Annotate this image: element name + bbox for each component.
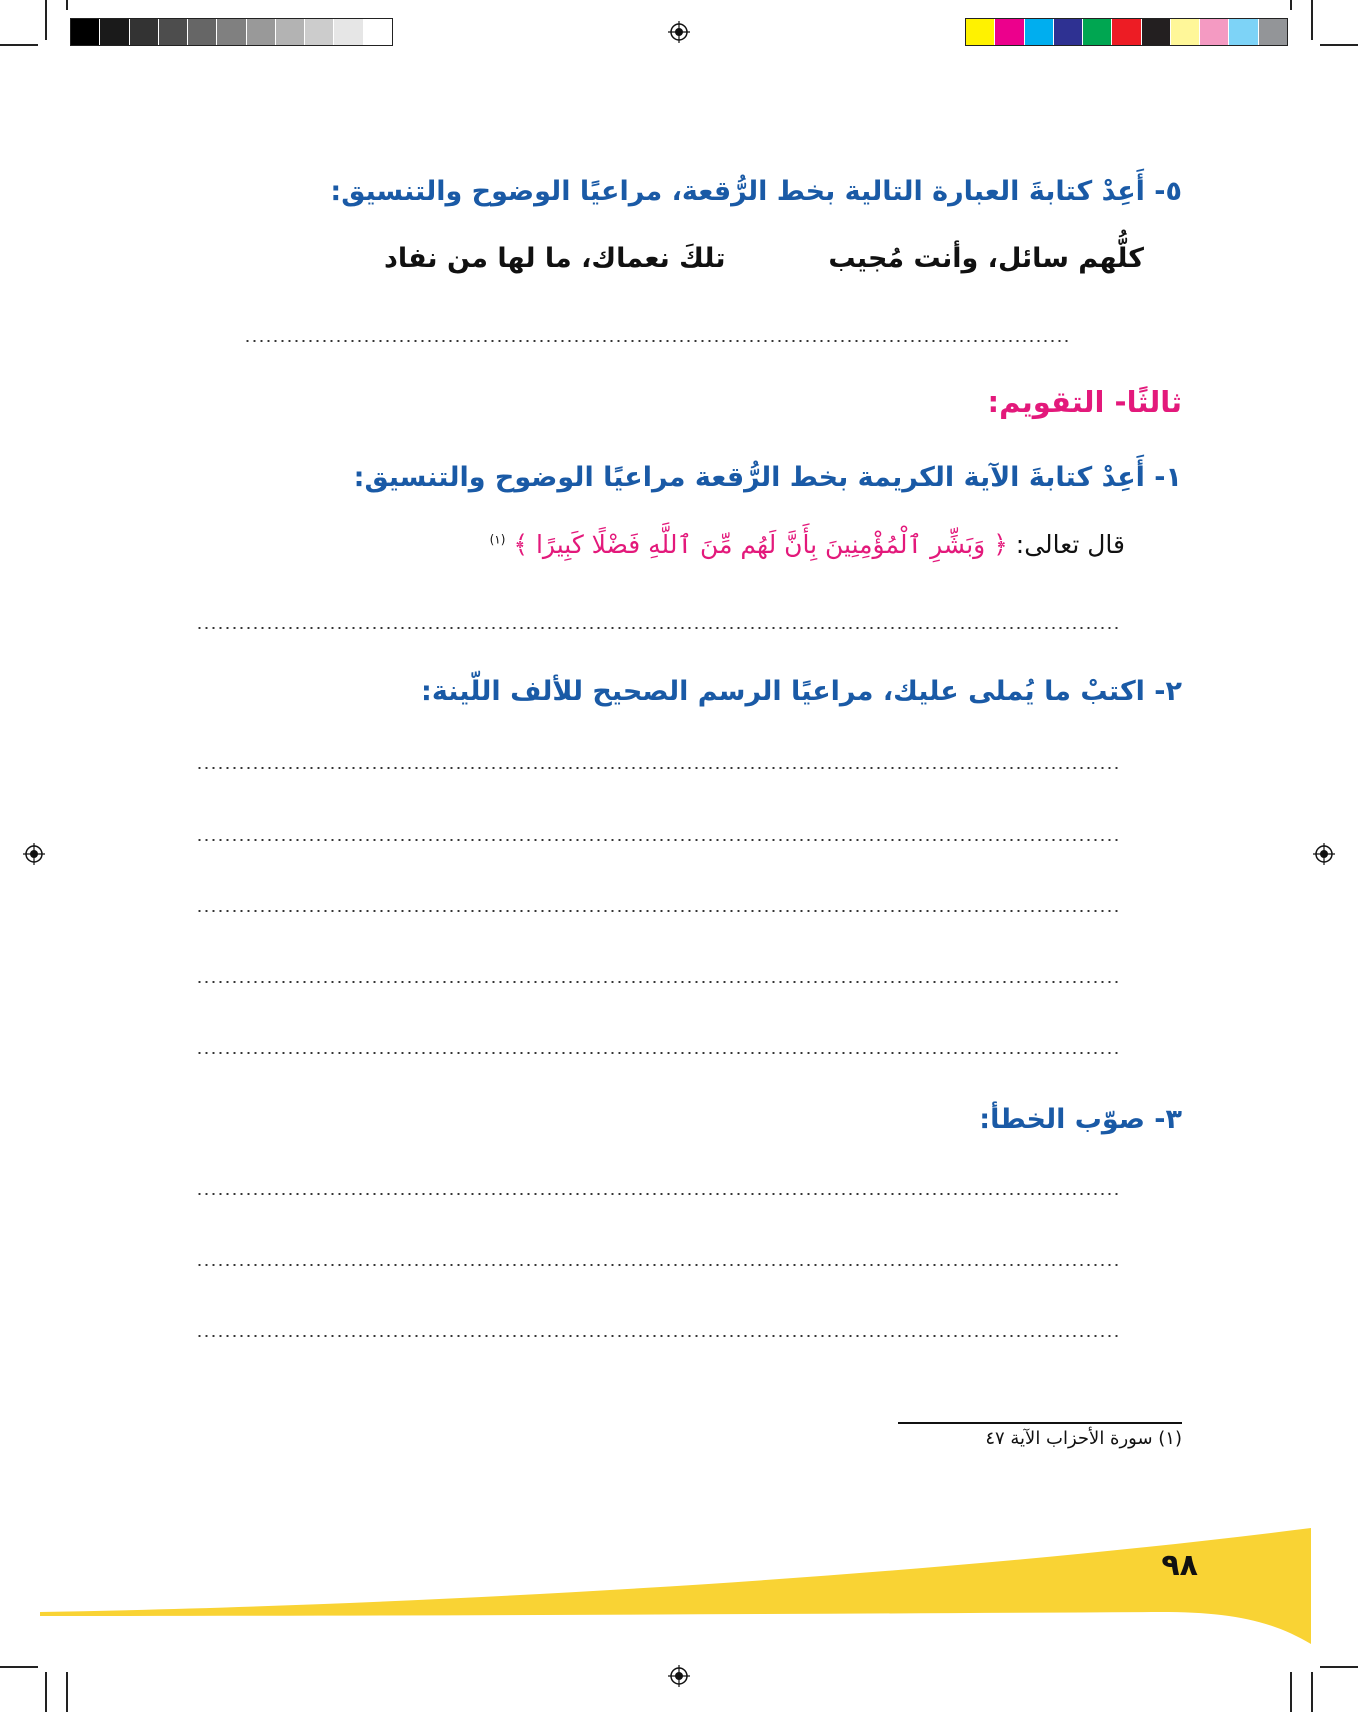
evaluation-q3-title: ٣- صوّب الخطأ:: [979, 1104, 1182, 1135]
crop-mark: [1290, 1672, 1292, 1712]
calibration-swatch: [1171, 19, 1200, 45]
quran-verse: ﴿ وَبَشِّرِ ٱلْمُؤْمِنِينَ بِأَنَّ لَهُم مِّنَ ٱللَّهِ فَضْلًا كَبِيرًا ﴾: [513, 530, 1008, 559]
calibration-swatch: [1200, 19, 1229, 45]
verse-first-hemistich: كلُّهم سائل، وأنت مُجيب: [828, 243, 1144, 274]
said-label: قال تعالى:: [1015, 530, 1125, 559]
calibration-swatch: [71, 19, 100, 45]
crop-mark: [1320, 1666, 1358, 1668]
calibration-swatch: [100, 19, 129, 45]
crosshair-circle-icon: [1313, 843, 1335, 865]
color-calibration-strip: [965, 18, 1288, 46]
answer-line[interactable]: [196, 767, 1120, 769]
calibration-swatch: [276, 19, 305, 45]
calibration-swatch: [217, 19, 246, 45]
exercise-5-title: ٥- أَعِدْ كتابةَ العبارة التالية بخط الرُّقعة، مراعيًا الوضوح والتنسيق:: [330, 176, 1182, 207]
quran-verse-row: [490, 530, 1125, 559]
calibration-swatch: [247, 19, 276, 45]
footnote: (١) سورة الأحزاب الآية ٤٧: [985, 1428, 1182, 1449]
page-number: ٩٨: [1161, 1548, 1198, 1583]
evaluation-q1-title: ١- أَعِدْ كتابةَ الآية الكريمة بخط الرُّقعة مراعيًا الوضوح والتنسيق:: [353, 462, 1182, 493]
calibration-swatch: [995, 19, 1024, 45]
answer-line[interactable]: [196, 910, 1120, 912]
evaluation-q2-title: ٢- اكتبْ ما يُملى عليك، مراعيًا الرسم الصحيح للألف اللّينة:: [421, 676, 1182, 707]
calibration-swatch: [305, 19, 334, 45]
answer-line[interactable]: [196, 981, 1120, 983]
crop-mark: [0, 1666, 38, 1668]
calibration-swatch: [1112, 19, 1141, 45]
crop-mark: [0, 44, 38, 46]
calibration-swatch: [1142, 19, 1171, 45]
crop-mark: [66, 1672, 68, 1712]
page-footer-band: [0, 1520, 1358, 1650]
calibration-swatch: [159, 19, 188, 45]
crop-mark: [1311, 1672, 1313, 1712]
answer-line[interactable]: [244, 340, 1070, 342]
crop-mark: [45, 1672, 47, 1712]
footnote-ref: (١): [489, 532, 506, 547]
calibration-swatch: [966, 19, 995, 45]
crop-mark: [1320, 44, 1358, 46]
crop-mark: [66, 0, 68, 10]
grayscale-calibration-strip: [70, 18, 393, 46]
poem-verse: [384, 243, 1144, 274]
calibration-swatch: [334, 19, 363, 45]
calibration-swatch: [1054, 19, 1083, 45]
crosshair-circle-icon: [668, 1665, 690, 1687]
crop-mark: [45, 0, 47, 40]
calibration-swatch: [1259, 19, 1287, 45]
crop-mark: [1290, 0, 1292, 10]
answer-line[interactable]: [196, 627, 1120, 629]
answer-line[interactable]: [196, 1264, 1120, 1266]
crop-mark: [1311, 0, 1313, 40]
answer-line[interactable]: [196, 839, 1120, 841]
footnote-divider: [898, 1422, 1182, 1424]
crosshair-circle-icon: [23, 843, 45, 865]
calibration-swatch: [1025, 19, 1054, 45]
calibration-swatch: [188, 19, 217, 45]
calibration-swatch: [130, 19, 159, 45]
crosshair-circle-icon: [668, 21, 690, 43]
calibration-swatch: [1229, 19, 1258, 45]
answer-line[interactable]: [196, 1052, 1120, 1054]
section-title: ثالثًا- التقويم:: [987, 385, 1182, 419]
answer-line[interactable]: [196, 1335, 1120, 1337]
answer-line[interactable]: [196, 1193, 1120, 1195]
calibration-swatch: [364, 19, 392, 45]
verse-second-hemistich: تلكَ نعماك، ما لها من نفاد: [384, 243, 726, 274]
calibration-swatch: [1083, 19, 1112, 45]
